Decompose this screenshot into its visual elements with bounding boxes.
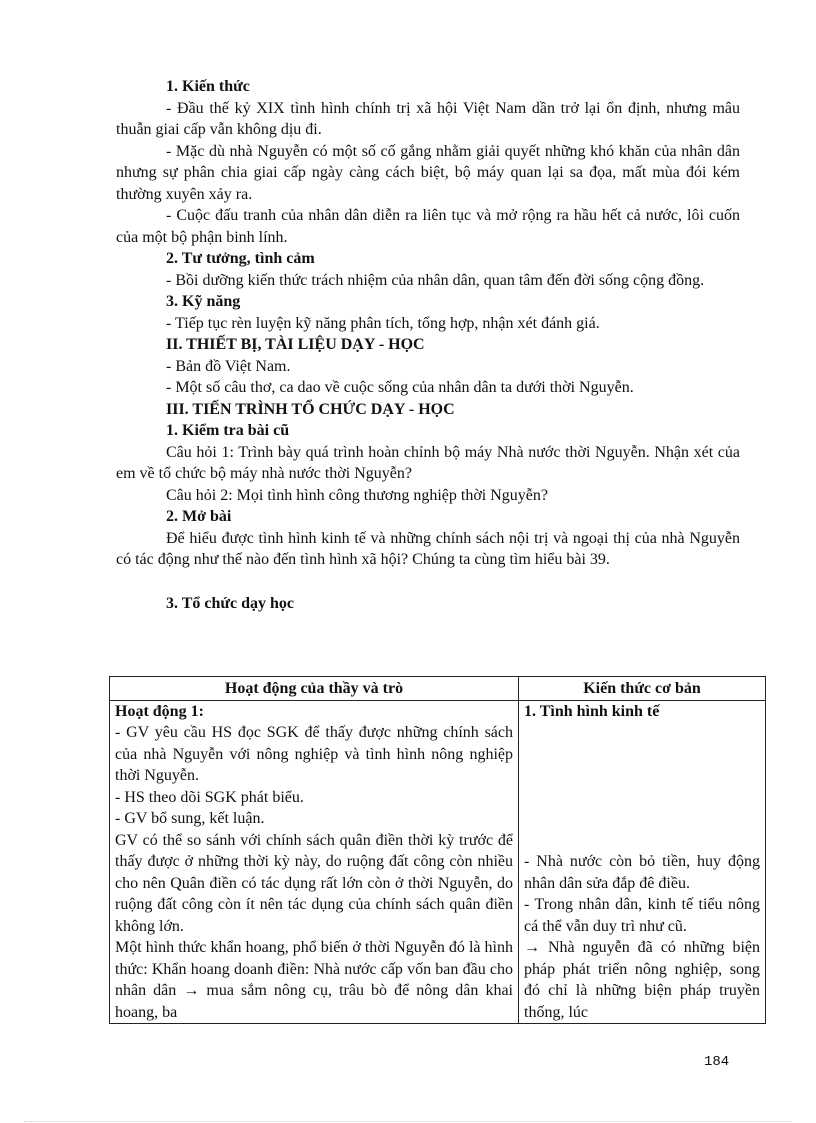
paragraph: - Mặc dù nhà Nguyễn có một số cố gắng nhằm giải quyết những khó khăn của nhân dân nhưng sự phân chia giai cấp ngày càng cách biệt, bộ máy quan lại sa đọa, mất mùa đói kém thường xuyên xảy ra. — [116, 142, 740, 203]
paragraph: - Một số câu thơ, ca dao về cuộc sống của nhân dân ta dưới thời Nguyễn. — [166, 379, 634, 396]
paragraph: - Bản đồ Việt Nam. — [166, 357, 291, 375]
paragraph: - Cuộc đấu tranh của nhân dân diễn ra liên tục và mở rộng ra hầu hết cả nước, lôi cuốn của một bộ phận binh lính. — [116, 207, 740, 246]
paragraph: - Đầu thế kỷ XIX tình hình chính trị xã hội Việt Nam dần trở lại ổn định, nhưng mâu thuẫn giai cấp vẫn không dịu đi. — [116, 99, 740, 138]
lesson-table — [109, 676, 766, 1024]
activity-line: - GV bổ sung, kết luận. — [115, 810, 265, 827]
spacer — [116, 571, 740, 593]
activity-title: Hoạt động 1: — [115, 702, 204, 720]
section-title-intro: 2. Mở bài — [166, 508, 232, 525]
paragraph: - Bồi dưỡng kiến thức trách nhiệm của nhân dân, quan tâm đến đời sống cộng đồng. — [166, 271, 705, 289]
activity-line: - GV yêu cầu HS đọc SGK để thấy được những chính sách của nhà Nguyễn với nông nghiệp và tình hình nông nghiệp thời Nguyễn. — [115, 724, 513, 784]
section-title-skills: 3. Kỹ năng — [166, 293, 241, 310]
knowledge-title: 1. Tình hình kinh tế — [524, 702, 660, 720]
knowledge-line: - Trong nhân dân, kinh tế tiểu nông cá thể vẫn duy trì như cũ. — [524, 896, 760, 935]
section-title-review: 1. Kiểm tra bài cũ — [166, 422, 290, 439]
table-header-knowledge: Kiến thức cơ bản — [519, 677, 766, 701]
knowledge-line: → Nhà nguyễn đã có những biện pháp phát triển nông nghiệp, song đó chỉ là những biện pháp truyền thống, lúc — [524, 939, 760, 1021]
section-title-equipment: II. THIẾT BỊ, TÀI LIỆU DẠY - HỌC — [166, 336, 425, 353]
section-title-organize: 3. Tổ chức dạy học — [166, 594, 294, 612]
activity-line: - HS theo dõi SGK phát biểu. — [115, 788, 304, 806]
lesson-text — [116, 76, 740, 614]
question-2: Câu hỏi 2: Mọi tình hình công thương nghiệp thời Nguyễn? — [166, 486, 549, 504]
knowledge-line: - Nhà nước còn bỏ tiền, huy động nhân dân sửa đắp đê điều. — [524, 853, 760, 892]
table-header-activities: Hoạt động của thầy và trò — [110, 677, 519, 701]
page-number: 184 — [704, 1054, 730, 1070]
activity-line: Một hình thức khẩn hoang, phổ biến ở thời Nguyễn đó là hình thức: Khẩn hoang doanh điền: Nhà nước cấp vốn ban đầu cho nhân dân → mua sắm nông cụ, trâu bò để nông dân khai hoang, ba — [115, 939, 513, 1021]
table-cell-activities — [110, 700, 519, 1024]
table-header-row — [110, 677, 766, 701]
section-title-attitude: 2. Tư tưởng, tình cảm — [166, 250, 315, 267]
section-title-knowledge: 1. Kiến thức — [166, 78, 250, 95]
question-1: Câu hỏi 1: Trình bày quá trình hoàn chỉnh bộ máy Nhà nước thời Nguyễn. Nhận xét của em về tổ chức bộ máy nhà nước thời Nguyễn? — [116, 443, 740, 482]
table-cell-knowledge — [519, 700, 766, 1024]
table-row — [110, 700, 766, 1024]
paragraph: Để hiểu được tình hình kinh tế và những chính sách nội trị và ngoại thị của nhà Nguyễn có tác động như thế nào đến tình hình xã hội? Chúng ta cùng tìm hiểu bài 39. — [116, 529, 740, 568]
paragraph: - Tiếp tục rèn luyện kỹ năng phân tích, tổng hợp, nhận xét đánh giá. — [166, 314, 600, 332]
activity-line: GV có thể so sánh với chính sách quân điền thời kỳ trước để thấy được ở những thời kỳ này, do ruộng đất công còn nhiều cho nên Quân điền có tác dụng rất lớn còn ở thời Nguyễn, do ruộng đất công còn ít nên tác dụng của chính sách quân điền không lớn. — [115, 831, 513, 935]
page-border-divider — [24, 1121, 792, 1122]
section-title-process: III. TIẾN TRÌNH TỔ CHỨC DẠY - HỌC — [166, 400, 455, 418]
